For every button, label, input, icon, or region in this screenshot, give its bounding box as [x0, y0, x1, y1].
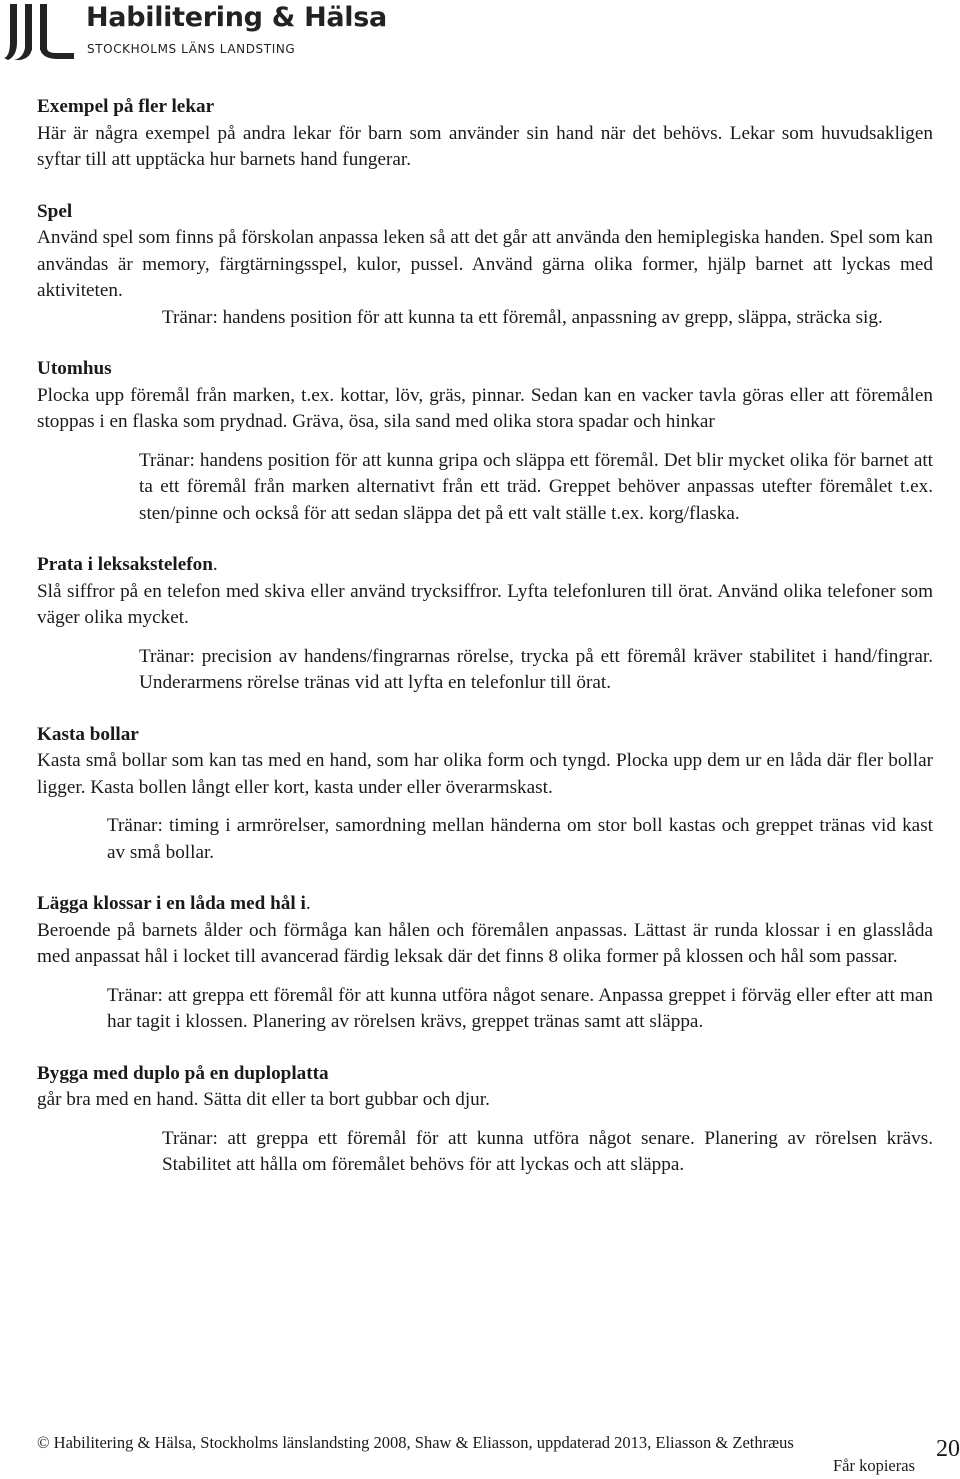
footer-copy-note: Får kopieras [832, 1456, 915, 1475]
section-intro [37, 94, 933, 174]
page-number: 20 [936, 1436, 960, 1462]
org-name: Habilitering & Hälsa [86, 2, 387, 33]
section-duplo [37, 1061, 933, 1179]
section-text: Här är några exempel på andra lekar för barn som använder sin hand när det behövs. Lekar som huvudsakligen syftar till att upptäcka hur barnets hand fungerar. [37, 122, 933, 170]
section-heading: Utomhus [37, 358, 112, 379]
training-note: Tränar: timing i armrörelser, samordning mellan händerna om stor boll kastas och greppet tränas vid kast av små bollar. [107, 815, 933, 863]
section-heading: Exempel på fler lekar [37, 96, 215, 117]
section-spel [37, 199, 933, 332]
document-body [37, 94, 933, 1179]
section-heading: Bygga med duplo på en duploplatta [37, 1062, 329, 1084]
section-heading: Spel [37, 200, 73, 222]
section-text: Kasta små bollar som kan tas med en hand, som har olika form och tyngd. Plocka upp dem ur en låda där fler bollar ligger. Kasta bollen långt eller kort, kasta under eller överarmskast. [37, 750, 933, 798]
logo-mark-icon [4, 4, 78, 60]
section-text: Plocka upp föremål från marken, t.ex. kottar, löv, gräs, pinnar. Sedan kan en vacker tavla göras eller att föremålen stoppas i en flaska som prydnad. Gräva, ösa, sila sand med olika stora spadar och hinkar [37, 384, 933, 432]
training-note: Tränar: att greppa ett föremål för att kunna utföra något senare. Planering av rörelsen krävs. Stabilitet att hålla om föremålet behövs för att lyckas och att släppa. [162, 1127, 933, 1175]
page-footer [37, 1432, 937, 1475]
section-utomhus [37, 356, 933, 527]
section-text: går bra med en hand. Sätta dit eller ta bort gubbar och djur. [37, 1089, 490, 1110]
section-heading: Lägga klossar i en låda med hål i. [37, 893, 311, 914]
section-text: Använd spel som finns på förskolan anpassa leken så att det går att använda den hemiplegiska handen. Spel som kan användas är memory, färgtärningsspel, kulor, pussel. Använd gärna olika former, hjälp barnet att lyckas med aktiviteten. [37, 227, 933, 301]
training-note: Tränar: handens position för att kunna gripa och släppa ett föremål. Det blir mycket olika för barnet att ta ett föremål från marken alternativt från ett träd. Greppet behöver anpassas utefter föremålet t.ex. sten/pinne och också för att sedan släppa det på ett valt ställe t.ex. korg/flaska. [139, 449, 933, 524]
footer-credit: © Habilitering & Hälsa, Stockholms länslandsting 2008, Shaw & Eliasson, uppdaterad 2013, Eliasson & Zethræus [37, 1433, 794, 1452]
training-note: Tränar: precision av handens/fingrarnas rörelse, trycka på ett föremål kräver stabilitet i hand/fingrar. Underarmens rörelse tränas vid att lyfta en telefonlur till örat. [139, 645, 933, 693]
section-text: Slå siffror på en telefon med skiva eller använd trycksiffror. Lyfta telefonluren till örat. Använd olika telefoner som väger olika mycket. [37, 580, 933, 628]
section-heading-text: Prata i leksakstelefon [37, 554, 213, 575]
org-subtitle: STOCKHOLMS LÄNS LANDSTING [87, 42, 296, 56]
section-telefon [37, 552, 933, 697]
section-heading: Prata i leksakstelefon. [37, 554, 218, 575]
section-klossar [37, 891, 933, 1036]
section-text: Beroende på barnets ålder och förmåga kan hålen och föremålen anpassas. Lättast är runda klossar i en glasslåda med anpassat hål i locket till avancerad färdig leksak där det finns 8 olika former på klossen och hål som passar. [37, 919, 933, 967]
section-bollar [37, 722, 933, 867]
training-note: Tränar: att greppa ett föremål för att kunna utföra något senare. Anpassa greppet i förväg eller efter att man har tagit i klossen. Planering av rörelsen krävs, greppet tränas samt att släppa. [107, 984, 933, 1032]
training-note: Tränar: handens position för att kunna ta ett föremål, anpassning av grepp, släppa, sträcka sig. [162, 306, 883, 328]
section-heading: Kasta bollar [37, 723, 139, 745]
section-heading-text: Lägga klossar i en låda med hål i [37, 893, 306, 914]
